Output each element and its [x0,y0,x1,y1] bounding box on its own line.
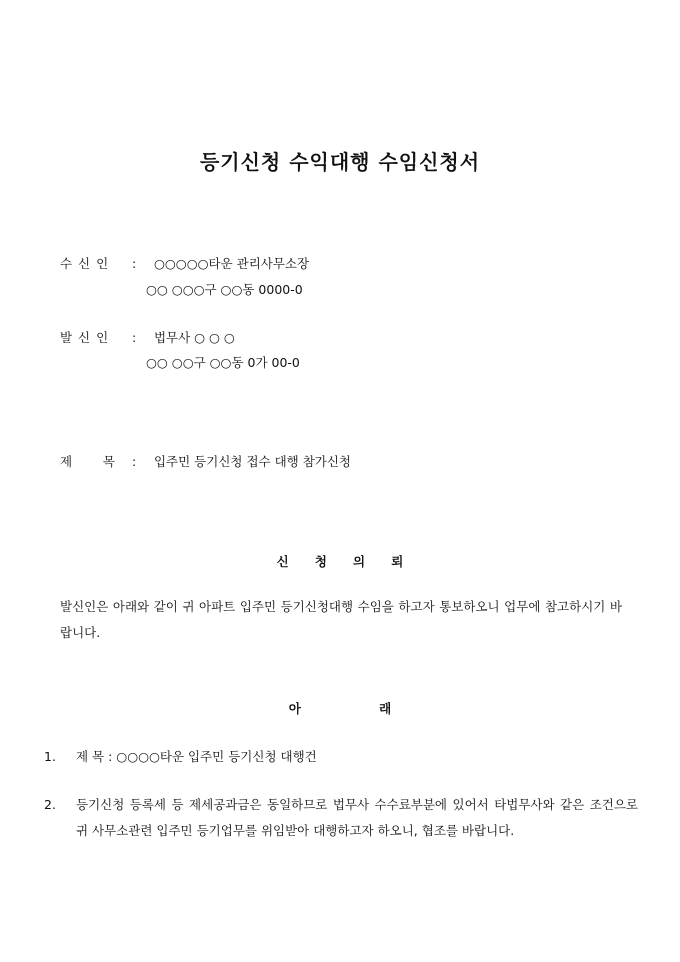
item-number: 1. [44,749,56,764]
recipient-colon: : [131,256,137,271]
item-text: 등기신청 등록세 등 제세공과금은 동일하므로 법무사 수수료부분에 있어서 타법무사와 같은 조건으로 귀 사무소관련 입주민 등기업무를 위임받아 대행하고자 하오니, 협조를 바랍니다. [76,797,638,838]
subject-label: 제 목 [60,454,116,469]
sender-name: 법무사 ○ ○ ○ [153,330,235,345]
subject-colon: : [131,454,137,469]
sender-address: ○○ ○○구 ○○동 0가 00-0 [146,355,300,370]
list-item [44,792,638,844]
recipient-label: 수 신 인 [60,256,110,271]
document-title: 등기신청 수익대행 수임신청서 [199,150,481,174]
request-body: 발신인은 아래와 같이 귀 아파트 입주민 등기신청대행 수임을 하고자 통보하오니 업무에 참고하시기 바랍니다. [60,599,622,640]
item-number: 2. [44,797,56,812]
item-text: 제 목 : ○○○○타운 입주민 등기신청 대행건 [76,749,317,764]
request-heading: 신 청 의 뢰 [276,554,404,569]
below-heading: 아 래 [288,701,392,716]
recipient-address: ○○ ○○○구 ○○동 0000-0 [146,282,303,297]
sender-label: 발 신 인 [60,330,110,345]
subject-value: 입주민 등기신청 접수 대행 참가신청 [153,454,351,469]
recipient-row [60,252,309,276]
subject-row [60,450,351,474]
list-item [44,744,638,770]
recipient-name: ○○○○○타운 관리사무소장 [153,256,310,271]
sender-colon: : [131,330,137,345]
sender-row [60,326,235,350]
